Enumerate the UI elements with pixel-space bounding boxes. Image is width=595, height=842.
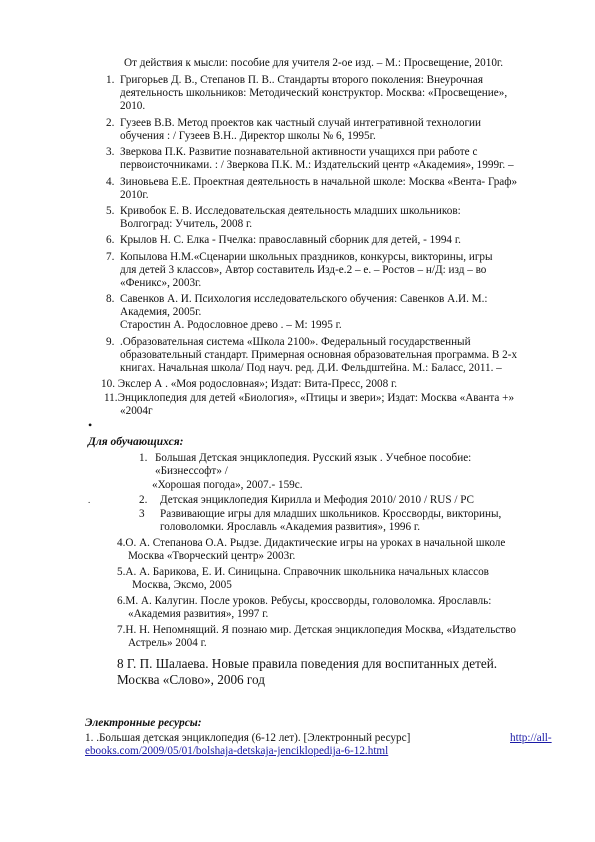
list-item: 8 Г. П. Шалаева. Новые правила поведения для воспитанных детей. (117, 656, 498, 671)
list-item: Большая Детская энциклопедия. Русский язык . Учебное пособие: (155, 452, 472, 464)
list-item-number: 2. (106, 117, 115, 129)
list-item-number: 3. (106, 146, 115, 158)
stray-dot-mark: • (88, 418, 93, 432)
list-item: Детская энциклопедия Кирилла и Мефодия 2010/ 2010 / RUS / PC (160, 494, 474, 506)
list-item: Зверкова П.К. Развитие познавательной активности учащихся при работе с (120, 146, 478, 158)
list-item-continuation: для детей 3 классов», Автор составитель Изд-е.2 – е. – Ростов – н/Д: изд – во (120, 264, 487, 276)
list-item: Зиновьева Е.Е. Проектная деятельность в начальной школе: Москва «Вента- Граф» (120, 176, 518, 188)
section-heading-electronic-resources: Электронные ресурсы: (85, 717, 202, 729)
list-item-number: 1. (139, 452, 148, 464)
list-item: Григорьев Д. В., Степанов П. В.. Стандарты второго поколения: Внеурочная (120, 74, 484, 86)
list-item-continuation: деятельность школьников: Методический конструктор. Москва: «Просвещение», (120, 87, 508, 99)
list-item-number: 9. (106, 336, 115, 348)
resource-link[interactable]: http://all- (510, 732, 552, 744)
list-item-continuation: Астрель» 2004 г. (128, 637, 207, 649)
list-item: 11.Энциклопедия для детей «Биология», «Птицы и звери»; Издат: Москва «Аванта +» (104, 392, 515, 404)
list-item: Развивающие игры для младших школьников. Кроссворды, викторины, (160, 508, 502, 520)
list-item-number: 3 (139, 508, 145, 520)
section-heading-students: Для обучающихся: (88, 436, 184, 448)
list-item-continuation: «Хорошая погода», 2007.- 159с. (152, 479, 303, 491)
list-item: Крылов Н. С. Елка - Пчелка: православный сборник для детей, - 1994 г. (120, 234, 461, 246)
list-item-continuation: Волгоград: Учитель, 2008 г. (120, 218, 253, 230)
list-item: Копылова Н.М.«Сценарии школьных праздников, конкурсы, викторины, игры (120, 251, 493, 263)
list-item: 6.М. А. Калугин. После уроков. Ребусы, кроссворды, головоломка. Ярославль: (117, 595, 492, 607)
list-item-continuation: образовательный стандарт. Примерная основная образовательная программа. В 2-х (120, 349, 518, 361)
list-item-number: 8. (106, 293, 115, 305)
list-item-number: 4. (106, 176, 115, 188)
list-item-continuation: 2010. (120, 100, 146, 112)
list-item: 7.Н. Н. Непомнящий. Я познаю мир. Детская энциклопедия Москва, «Издательство (117, 624, 516, 636)
list-item: 1. .Большая детская энциклопедия (6-12 лет). [Электронный ресурс] (85, 732, 411, 744)
list-item-continuation: Москва «Слово», 2006 год (117, 672, 265, 687)
list-item-continuation: обучения : / Гузеев В.Н.. Директор школы № 6, 1995г. (120, 130, 376, 142)
list-item-continuation: «Академия развития», 1997 г. (128, 608, 269, 620)
list-item-number: 6. (106, 234, 115, 246)
list-item: .Образовательная система «Школа 2100». Федеральный государственный (120, 336, 471, 348)
stray-dot-mark: . (88, 495, 91, 505)
list-item: 10. Экслер А . «Моя родословная»; Издат: Вита-Пресс, 2008 г. (101, 378, 398, 390)
list-item-number: 2. (139, 494, 148, 506)
list-item-continuation: «2004г (120, 405, 153, 417)
list-item: 4.О. А. Степанова О.А. Рыдзе. Дидактические игры на уроках в начальной школе (117, 537, 506, 549)
resource-link-continuation[interactable]: ebooks.com/2009/05/01/bolshaja-detskaja-jenciklopedija-6-12.html (85, 745, 389, 757)
intro-line: От действия к мысли: пособие для учителя 2-ое изд. – М.: Просвещение, 2010г. (124, 57, 504, 69)
list-item-continuation: 2010г. (120, 189, 149, 201)
list-item: Савенков А. И. Психология исследовательского обучения: Савенков А.И. М.: (120, 293, 488, 305)
list-item-continuation: Академия, 2005г. (120, 306, 202, 318)
list-item-continuation: «Бизнессофт» / (155, 465, 228, 477)
list-item: Кривобок Е. В. Исследовательская деятельность младших школьников: (120, 205, 461, 217)
list-item: Гузеев В.В. Метод проектов как частный случай интегративной технологии (120, 117, 482, 129)
list-item-continuation: Москва, Эксмо, 2005 (132, 579, 232, 591)
list-item-continuation: головоломки. Ярославль «Академия развития», 1996 г. (160, 521, 421, 533)
list-item-continuation: Старостин А. Родословное древо . – М: 1995 г. (120, 319, 342, 331)
list-item: 5.А. А. Барикова, Е. И. Синицына. Справочник школьника начальных классов (117, 566, 489, 578)
list-item-number: 1. (106, 74, 115, 86)
list-item-number: 7. (106, 251, 115, 263)
list-item-continuation: «Феникс», 2003г. (120, 277, 202, 289)
list-item-continuation: Москва «Творческий центр» 2003г. (128, 550, 296, 562)
list-item-number: 5. (106, 205, 115, 217)
list-item-continuation: первоисточниками. : / Зверкова П.К. М.: Издательский центр «Академия», 1999г. – (120, 159, 514, 171)
list-item-continuation: книгах. Начальная школа/ Под науч. ред. Д.И. Фельдштейна. М.: Баласс, 2011. – (120, 362, 502, 374)
